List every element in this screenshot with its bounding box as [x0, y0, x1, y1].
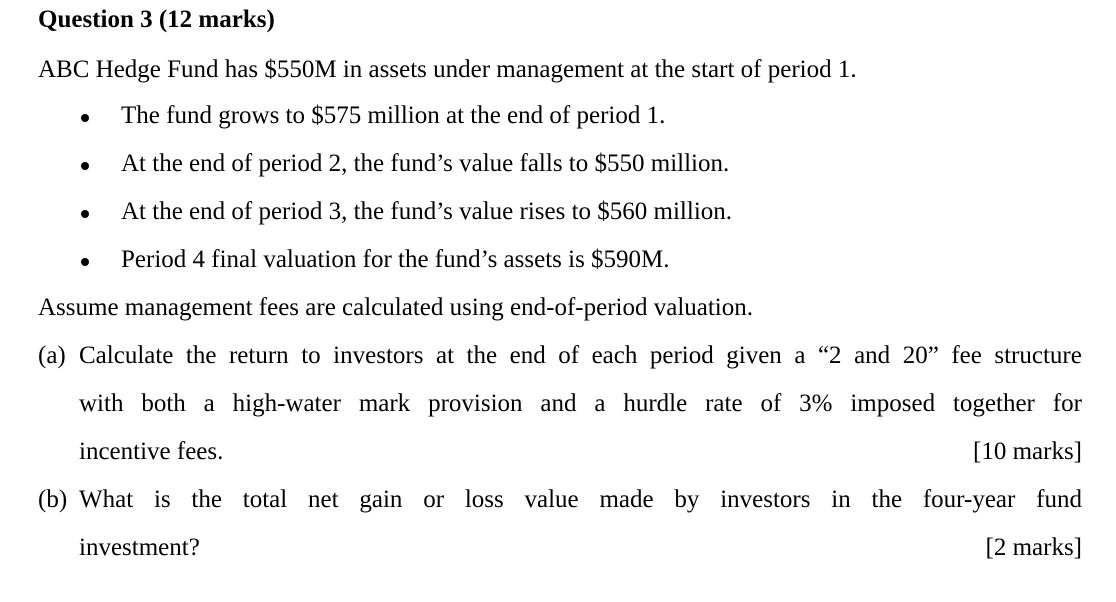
word: a: [794, 342, 806, 369]
bullet-icon: [81, 258, 89, 266]
part-b-marks: [2 marks]: [985, 534, 1082, 561]
word: “2: [817, 342, 842, 369]
word: provision: [428, 390, 523, 417]
word: investors: [333, 342, 424, 369]
word: the: [871, 486, 903, 513]
bullet-text: The fund grows to $575 million at the end of period 1.: [121, 102, 666, 129]
bullet-icon: [81, 210, 89, 218]
word: together: [952, 390, 1035, 417]
word: the: [185, 342, 217, 369]
word: rate: [705, 390, 743, 417]
bullet-text: At the end of period 2, the fund’s value falls to $550 million.: [121, 150, 730, 177]
word: and: [854, 342, 891, 369]
word: the: [466, 342, 498, 369]
part-a-label: (a): [38, 342, 66, 369]
bullet-icon: [81, 114, 89, 122]
word: gain: [359, 486, 403, 513]
word: investors: [720, 486, 811, 513]
word: fund: [1036, 486, 1082, 513]
question-title: Question 3 (12 marks): [38, 6, 275, 33]
word: period: [649, 342, 714, 369]
word: four-year: [922, 486, 1016, 513]
word: loss: [464, 486, 504, 513]
word: a: [594, 390, 606, 417]
part-a-line-3: [79, 436, 1082, 468]
word: of: [760, 390, 782, 417]
part-b-line-2-text: investment?: [79, 534, 200, 561]
word: fee: [951, 342, 982, 369]
word: both: [141, 390, 186, 417]
part-b-line-1: [79, 484, 1082, 516]
part-a-line-2: [79, 388, 1082, 420]
word: given: [726, 342, 782, 369]
bullet-item: [0, 148, 1116, 196]
bullet-text: Period 4 final valuation for the fund’s assets is $590M.: [121, 246, 670, 273]
word: total: [242, 486, 288, 513]
word: net: [308, 486, 339, 513]
word: to: [301, 342, 321, 369]
bullet-item: [0, 244, 1116, 292]
word: value: [524, 486, 579, 513]
word: in: [831, 486, 851, 513]
word: a: [203, 390, 215, 417]
bullet-item: [0, 100, 1116, 148]
word: 20”: [902, 342, 939, 369]
part-a-line-1: [79, 340, 1082, 372]
word: imposed: [850, 390, 936, 417]
bullet-text: At the end of period 3, the fund’s value rises to $560 million.: [121, 198, 733, 225]
part-b-line-2: [79, 532, 1082, 564]
part-a-line-3-text: incentive fees.: [79, 438, 224, 465]
assumption-text: Assume management fees are calculated using end-of-period valuation.: [38, 294, 754, 321]
word: at: [435, 342, 455, 369]
word: is: [153, 486, 171, 513]
question-intro: ABC Hedge Fund has $550M in assets under management at the start of period 1.: [38, 56, 857, 83]
word: of: [558, 342, 580, 369]
word: with: [79, 390, 124, 417]
bullet-item: [0, 196, 1116, 244]
word: 3%: [799, 390, 833, 417]
word: hurdle: [623, 390, 688, 417]
word: structure: [994, 342, 1082, 369]
word: made: [599, 486, 654, 513]
word: for: [1052, 390, 1082, 417]
bullet-list: [0, 100, 1116, 292]
word: return: [228, 342, 289, 369]
word: What: [79, 486, 134, 513]
bullet-icon: [81, 162, 89, 170]
word: each: [591, 342, 638, 369]
word: end: [509, 342, 546, 369]
word: Calculate: [79, 342, 174, 369]
word: and: [540, 390, 577, 417]
word: or: [423, 486, 445, 513]
word: mark: [358, 390, 411, 417]
word: high-water: [232, 390, 341, 417]
word: by: [674, 486, 700, 513]
part-a-marks: [10 marks]: [973, 438, 1082, 465]
part-b-label: (b): [38, 486, 68, 513]
word: the: [191, 486, 222, 513]
